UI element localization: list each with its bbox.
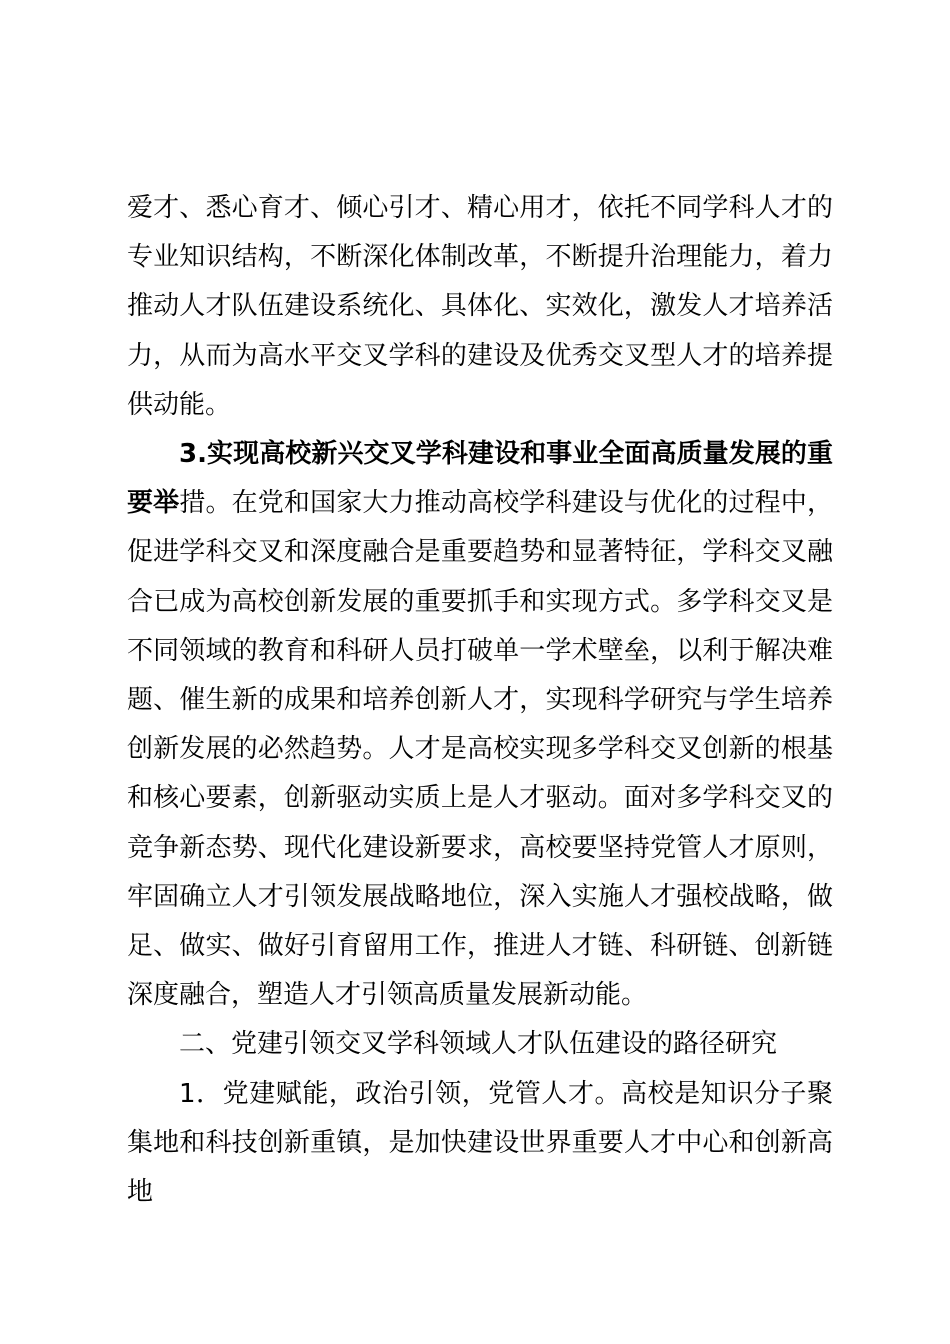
paragraph-section-3 <box>127 430 833 1020</box>
paragraph-continuation: 爱才、悉心育才、倾心引才、精心用才，依托不同学科人才的专业知识结构，不断深化体制改革，不断提升治理能力，着力推动人才队伍建设系统化、具体化、实效化，激发人才培养活力，从而为高水平交叉学科的建设及优秀交叉型人才的培养提供动能。 <box>127 193 833 420</box>
document-body <box>127 184 833 1217</box>
section-3-text: 措。在党和国家大力推动高校学科建设与优化的过程中，促进学科交叉和深度融合是重要趋势和显著特征，学科交叉融合已成为高校创新发展的重要抓手和实现方式。多学科交叉是不同领域的教育和科研人员打破单一学术壁垒，以利于解决难题、催生新的成果和培养创新人才，实现科学研究与学生培养创新发展的必然趋势。人才是高校实现多学科交叉创新的根基和核心要素，创新驱动实质上是人才驱动。面对多学科交叉的竞争新态势、现代化建设新要求，高校要坚持党管人才原则，牢固确立人才引领发展战略地位，深入实施人才强校战略，做足、做实、做好引育留用工作，推进人才链、科研链、创新链深度融合，塑造人才引领高质量发展新动能。 <box>127 488 833 1011</box>
section-3-bold-lead: 3.实现高校新兴交叉学科建设和事业全面高质量发展的重要举 <box>127 439 833 519</box>
section-heading-2: 二、党建引领交叉学科领域人才队伍建设的路径研究 <box>179 1029 778 1060</box>
paragraph-subsection-1: 1．党建赋能，政治引领，党管人才。高校是知识分子聚集地和科技创新重镇，是加快建设世界重要人才中心和创新高地 <box>127 1078 833 1208</box>
